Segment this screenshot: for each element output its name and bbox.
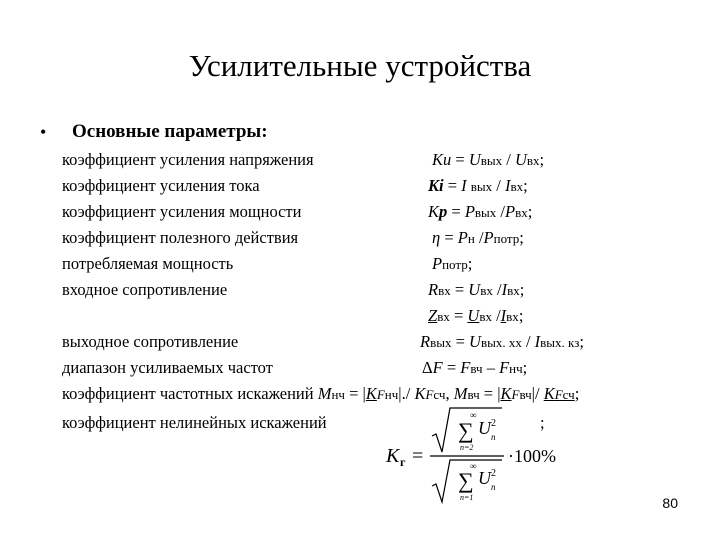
param-name-frequency-range: диапазон усиливаемых частот (62, 358, 273, 377)
param-name-voltage-gain: коэффициент усиления напряжения (62, 150, 314, 169)
thd-equals: = (412, 445, 424, 467)
thd-formula (380, 404, 620, 504)
thd-denominator-sum: ∑ (458, 468, 474, 493)
param-name-power-gain: коэффициент усиления мощности (62, 202, 302, 221)
thd-lhs-subscript: г (400, 455, 406, 469)
param-formula-voltage-gain: Ku = Uвых / Uвх; (432, 150, 545, 169)
param-name-consumed-power: потребляемая мощность (62, 254, 234, 273)
thd-numerator-var: U (478, 418, 491, 438)
thd-denominator-lower: n=1 (460, 493, 474, 502)
param-formula-output-resistance: Rвых = Uвых. хх / Iвых. кз; (420, 332, 584, 351)
page-number: 80 (662, 495, 678, 511)
thd-denominator-var: U (478, 468, 491, 488)
param-name-current-gain: коэффициент усиления тока (62, 176, 260, 195)
param-formula-efficiency: η = Pн /Pпотр; (432, 228, 524, 247)
param-formula-input-resistance: Rвх = Uвх /Iвх; (428, 280, 525, 299)
thd-numerator-sub: n (491, 432, 496, 442)
param-name-input-resistance: входное сопротивление (62, 280, 228, 299)
thd-lhs-symbol: K (386, 445, 400, 467)
thd-numerator-sup: 2 (491, 418, 496, 429)
bullet-point: • (40, 122, 47, 142)
param-formula-input-impedance: Zвх = Uвх /Iвх; (428, 306, 524, 325)
thd-numerator-upper: ∞ (470, 410, 477, 420)
thd-denominator-sub: n (491, 482, 496, 492)
param-formula-frequency-range: ΔF = Fвч – Fнч; (422, 358, 528, 377)
param-name-efficiency: коэффициент полезного действия (62, 228, 299, 247)
param-formula-consumed-power: Pпотр; (432, 254, 473, 273)
param-formula-nonlinear-semicolon: ; (540, 413, 545, 432)
param-formula-power-gain: Kp = Pвых /Pвх; (428, 202, 533, 221)
section-heading: Основные параметры: (72, 121, 268, 142)
thd-denominator-sup: 2 (491, 468, 496, 479)
param-name-output-resistance: выходное сопротивление (62, 332, 239, 351)
thd-numerator-sum: ∑ (458, 418, 474, 443)
param-formula-current-gain: Ki = I вых / Iвх; (428, 176, 528, 195)
thd-denominator-upper: ∞ (470, 461, 477, 471)
param-frequency-distortion: коэффициент частотных искажений Mнч = |KFнч|./ KFсч, Mвч = |KFвч|/ KFсч; (62, 384, 580, 403)
slide-title: Усилительные устройства (188, 48, 532, 83)
thd-suffix: ·100% (508, 446, 556, 466)
param-name-nonlinear-distortion: коэффициент нелинейных искажений (62, 413, 327, 432)
thd-numerator-lower: n=2 (460, 443, 474, 452)
